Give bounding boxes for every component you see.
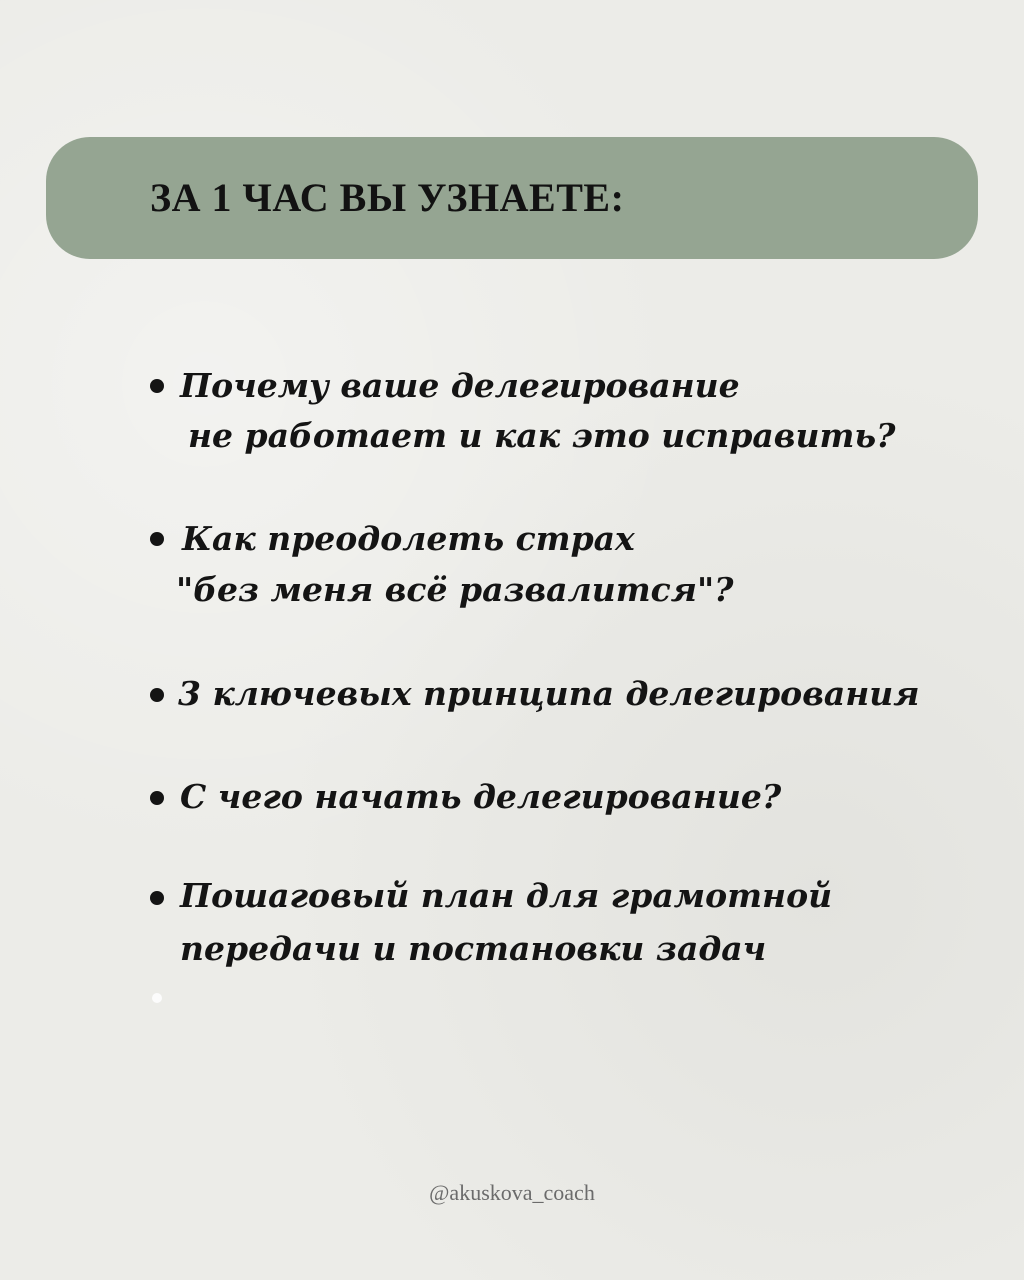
bullet-icon — [150, 791, 164, 805]
bullet-icon — [150, 532, 164, 546]
bullet-icon — [150, 891, 164, 905]
list-item-text: Как преодолеть страх — [182, 519, 635, 558]
list-item-text: 3 ключевых принципа делегирования — [178, 674, 920, 713]
list-item-text: "без меня всё развалится"? — [176, 570, 734, 609]
list-item-text: передачи и постановки задач — [180, 929, 767, 968]
list-item-text: не работает и как это исправить? — [188, 416, 896, 455]
decorative-dot — [152, 993, 162, 1003]
page-title: ЗА 1 ЧАС ВЫ УЗНАЕТЕ: — [150, 175, 625, 220]
list-item-text: С чего начать делегирование? — [180, 777, 782, 816]
list-item-text: Пошаговый план для грамотной — [180, 876, 833, 915]
author-handle: @akuskova_coach — [429, 1180, 595, 1205]
list-item-text: Почему ваше делегирование — [180, 366, 740, 405]
bullet-icon — [150, 688, 164, 702]
bullet-icon — [150, 379, 164, 393]
